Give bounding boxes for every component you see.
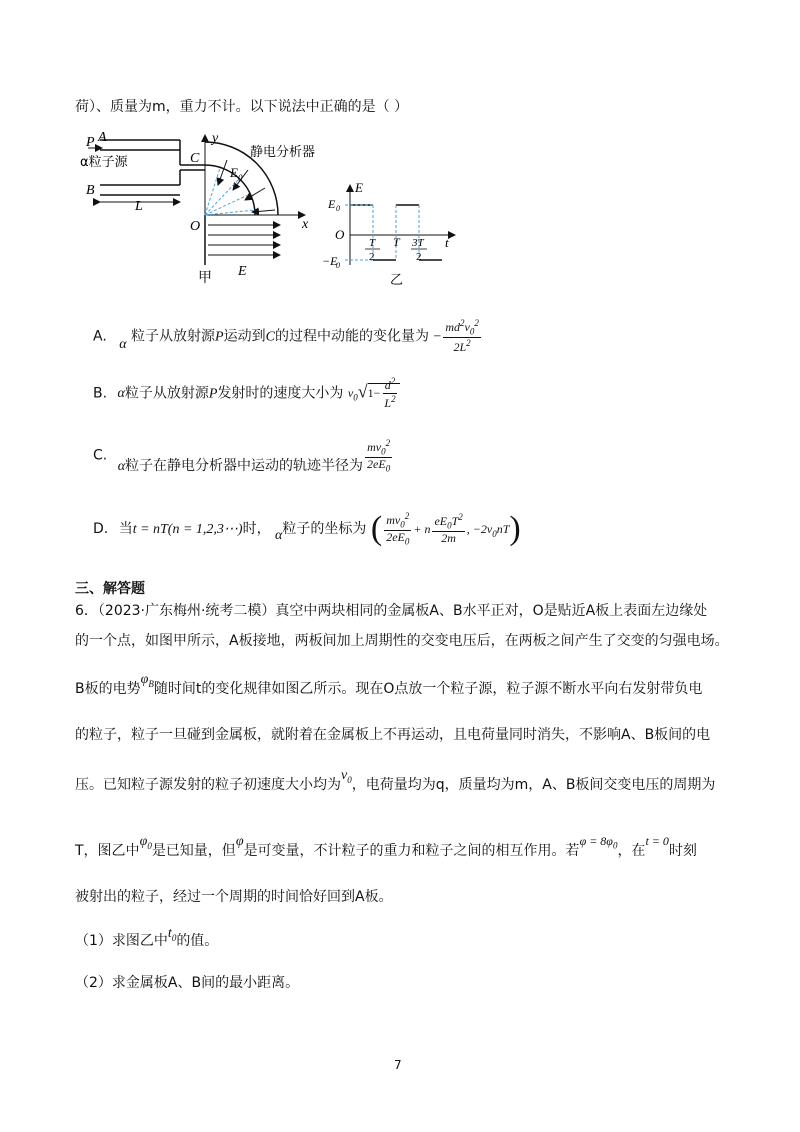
label-analyzer: 静电分析器 xyxy=(250,145,316,160)
label-A: A xyxy=(98,130,107,145)
question-line-2: 的一个点，如图甲所示，A板接地，两板间加上周期性的交变电压后，在两板之间产生了交变的匀强电场。 xyxy=(75,633,729,649)
label-B: B xyxy=(86,183,95,198)
yi-label-E0: E xyxy=(328,197,336,211)
intro-text: 荷）、质量为m，重力不计。以下说法中正确的是（ ） xyxy=(75,99,409,115)
figure-jia xyxy=(80,130,325,290)
page-number: 7 xyxy=(394,1058,402,1072)
section-title: 三、解答题 xyxy=(75,581,145,597)
svg-text:0: 0 xyxy=(336,204,340,213)
label-P: P xyxy=(86,135,95,150)
question-line-3: B板的电势$\varphi_B$随时间t的变化规律如图乙所示。现在O点放一个粒子源，粒子源不断水平向右发射带负电 xyxy=(75,672,703,697)
yi-label-O: O xyxy=(335,227,345,242)
question-line-7: 被射出的粒子，经过一个周期的时间恰好回到A板。 xyxy=(75,889,393,905)
yi-label-3T2-num: 3T xyxy=(412,237,424,249)
option-c[interactable]: C. α粒子在静电分析器中运动的轨迹半径为 $\frac{mv_0^2}{2eE_0}$ xyxy=(93,438,391,474)
question-line-6: T，图乙中$\varphi_0$是已知量，但φ是可变量，不计粒子的重力和粒子之间的相互作用。若$\varphi = 8\varphi_0$，在t = 0时刻 xyxy=(75,834,697,859)
svg-text:0: 0 xyxy=(336,261,340,270)
yi-label-T: T xyxy=(393,235,400,249)
caption-jia: 甲 xyxy=(198,270,212,286)
yi-label-t: t xyxy=(445,235,449,250)
caption-yi: 乙 xyxy=(390,273,404,288)
option-d[interactable]: D. 当t = nT(n = 1,2,3⋯)时， α粒子的坐标为 ( $\frac{mv_0^2}{2eE_0}$ + n $\frac{eE_0T^2}{2m}$ , $-2v_0nT$) xyxy=(93,510,521,547)
yi-label-minus-E0: −E xyxy=(322,254,338,268)
label-L: L xyxy=(135,199,143,214)
question-line-4: 的粒子，粒子一旦碰到金属板，就附着在金属板上不再运动，且电荷量同时消失，不影响A、B板间的电 xyxy=(75,727,711,743)
square-wave xyxy=(345,205,442,260)
option-b[interactable]: B. α粒子从放射源P发射时的速度大小为 $v_0√1-$ $\frac{d^2}{L^2}$ xyxy=(93,376,400,411)
label-y: y xyxy=(212,131,219,146)
sub-question-1: （1）求图乙中$t_0$的值。 xyxy=(75,926,219,949)
label-x: x xyxy=(302,217,309,232)
label-E0: E xyxy=(230,165,238,180)
yi-label-E: E xyxy=(355,180,363,195)
label-O: O xyxy=(190,219,201,234)
svg-text:2: 2 xyxy=(369,251,375,263)
figure-yi xyxy=(320,180,470,290)
yi-label-T2-num: T xyxy=(369,237,376,249)
label-alpha-source: α粒子源 xyxy=(80,155,128,170)
label-C: C xyxy=(190,151,200,166)
svg-text:2: 2 xyxy=(416,251,422,263)
question-line-1: 6．（2023·广东梅州·统考二模）真空中两块相同的金属板A、B水平正对，O是贴近A板上表面左边缘处 xyxy=(75,603,708,619)
label-E: E xyxy=(238,264,247,279)
sub-question-2: （2）求金属板A、B间的最小距离。 xyxy=(75,975,300,991)
option-a[interactable]: A. α 粒子从放射源P运动到C的过程中动能的变化量为 − $\frac{md^2v_0^2}{2L^2}$ xyxy=(93,318,479,354)
question-line-5: 压。已知粒子源发射的粒子初速度大小均为$v_0$，电荷量均为q，质量均为m，A、B板间交变电压的周期为 xyxy=(75,768,716,793)
svg-text:0: 0 xyxy=(238,173,243,183)
